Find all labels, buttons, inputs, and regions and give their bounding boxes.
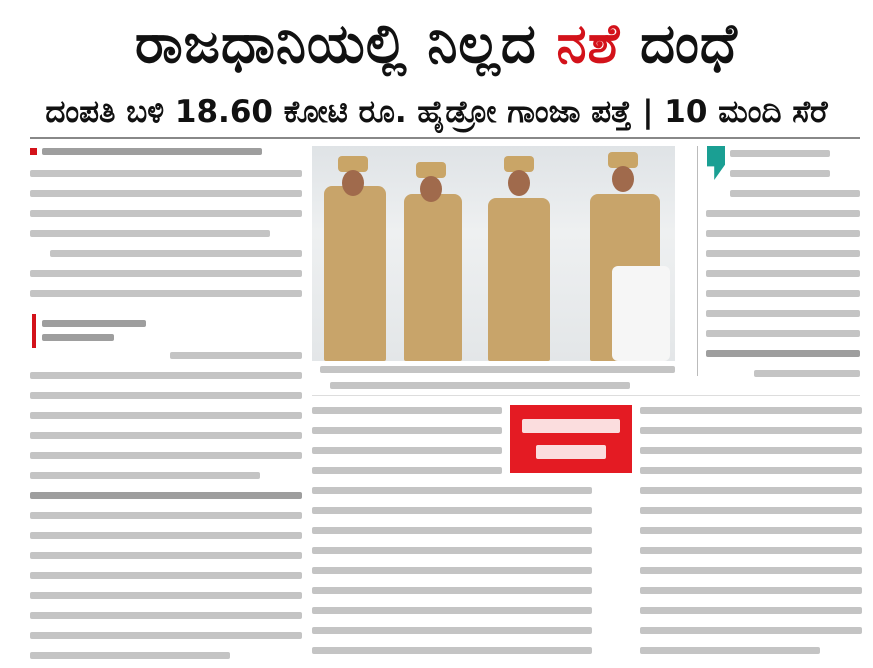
photo-caption: [320, 364, 675, 392]
right-top-column: [706, 146, 860, 378]
news-photo: [312, 146, 675, 361]
headline-main: ರಾಜಧಾನಿಯಲ್ಲಿ ನಿಲ್ಲದ: [135, 12, 557, 75]
right-column-body: [640, 405, 862, 668]
section-divider: [312, 395, 860, 396]
dateline-bullet: [30, 148, 37, 155]
left-column-body: [30, 352, 305, 668]
subheadline: ದಂಪತಿ ಬಳಿ 18.60 ಕೋಟಿ ರೂ. ಹೈಡ್ರೋ ಗಾಂಜಾ ಪತ್ತೆ | 10 ಮಂದಿ ಸೆರೆ: [45, 94, 828, 130]
highlight-box: [510, 405, 632, 473]
subheading-box: [32, 314, 152, 348]
headline-accent: ನಶೆ: [556, 12, 621, 75]
header-rule: [30, 137, 860, 139]
headline: [0, 0, 873, 88]
headline-tail: ದಂಧೆ: [620, 12, 738, 75]
column-divider: [697, 146, 698, 376]
